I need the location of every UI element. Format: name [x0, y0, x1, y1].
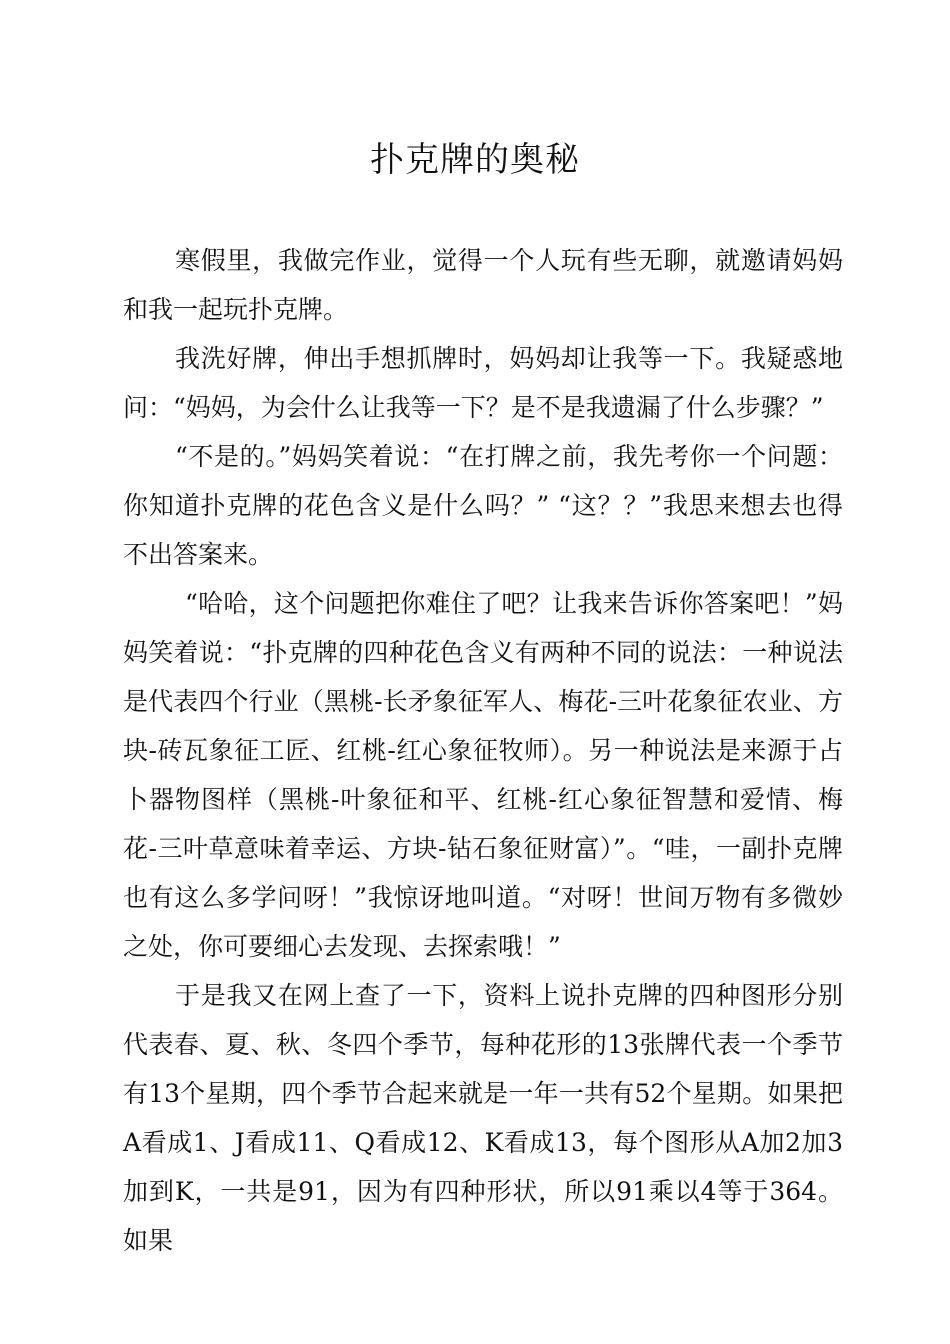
paragraph-suit-meanings: “哈哈，这个问题把你难住了吧？让我来告诉你答案吧！”妈妈笑着说：“扑克牌的四种花色含义有两种不同的说法：一种说法是代表四个行业（黑桃-长矛象征军人、梅花-三叶花象征农业、方块-砖瓦象征工匠、红桃-红心象征牧师）。另一种说法是来源于占卜器物图样（黑桃-叶象征和平、红桃-红心象征智慧和爱情、梅花-三叶草意味着幸运、方块-钻石象征财富）”。“哇，一副扑克牌也有这么多学问呀！”我惊讶地叫道。“对呀！世间万物有多微妙之处，你可要细心去发现、去探索哦！”: [123, 589, 843, 961]
paragraph-shuffle-cards: 我洗好牌，伸出手想抓牌时，妈妈却让我等一下。我疑惑地问：“妈妈，为会什么让我等一下？是不是我遗漏了什么步骤？”: [123, 344, 843, 422]
paragraph-mother-question: “不是的。”妈妈笑着说：“在打牌之前，我先考你一个问题：你知道扑克牌的花色含义是什么吗？” “这？？”我思来想去也得不出答案来。: [123, 442, 843, 569]
document-title: 扑克牌的奥秘: [370, 140, 580, 180]
paragraph-winter-break: 寒假里，我做完作业，觉得一个人玩有些无聊，就邀请妈妈和我一起玩扑克牌。: [123, 246, 843, 324]
document-body: [123, 236, 843, 1265]
paragraph-seasons-calculation: 于是我又在网上查了一下，资料上说扑克牌的四种图形分别代表春、夏、秋、冬四个季节，每种花形的13张牌代表一个季节有13个星期，四个季节合起来就是一年一共有52个星期。如果把A看成1、J看成11、Q看成12、K看成13，每个图形从A加2加3加到K，一共是91，因为有四种形状，所以91乘以4等于364。如果: [123, 981, 843, 1255]
